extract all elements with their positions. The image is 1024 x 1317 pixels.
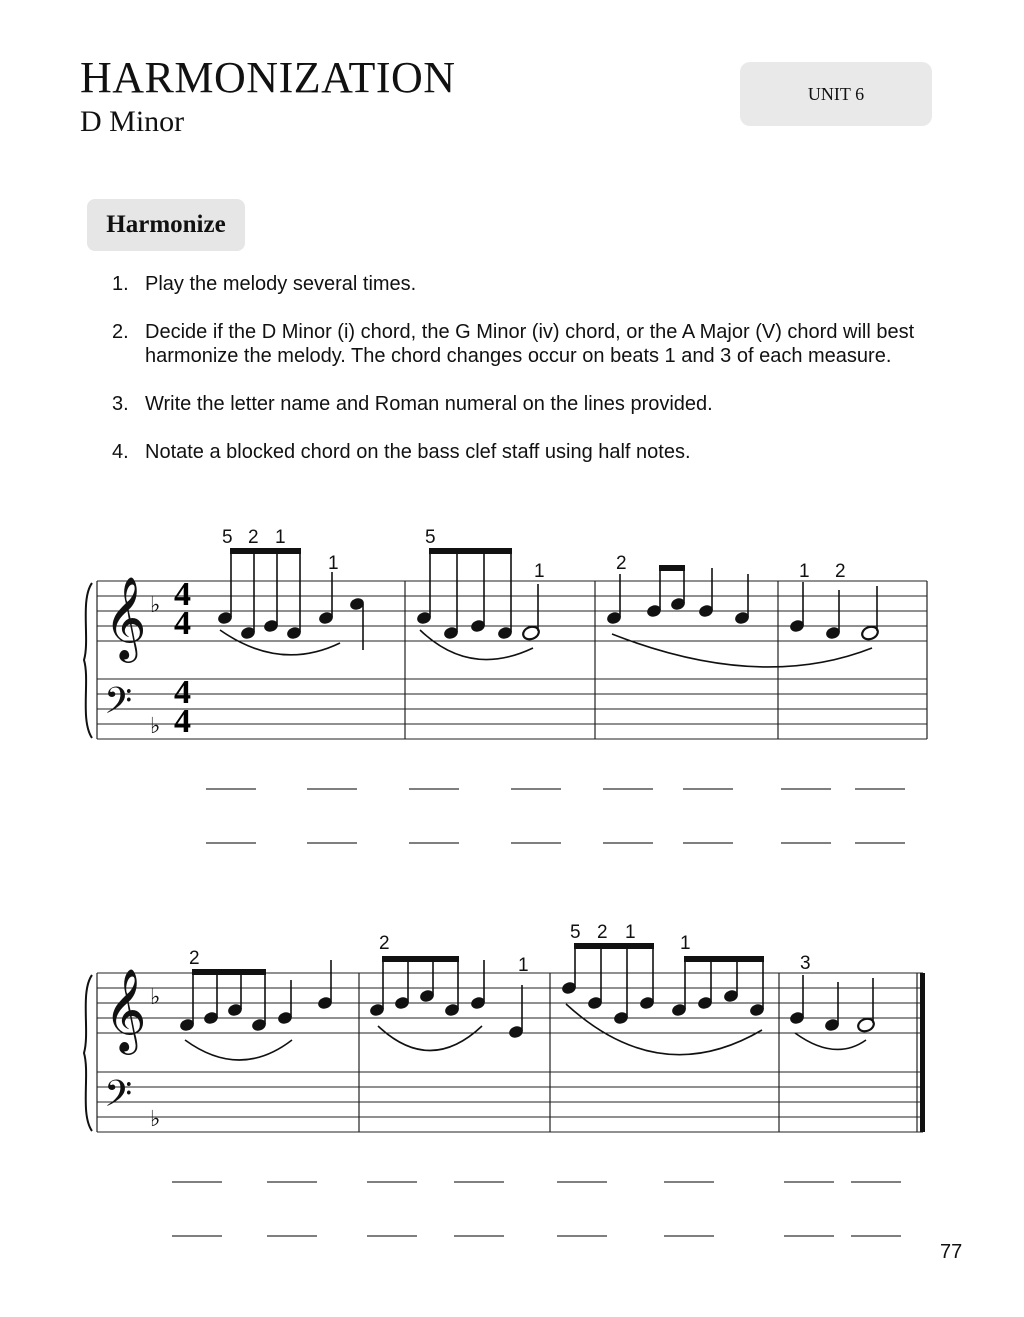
unit-badge: UNIT 6 [740,62,932,126]
fingering-label: 5 [222,527,233,548]
page-subtitle: D Minor [80,105,185,138]
system-1 [84,527,927,843]
fingering-label: 2 [835,561,846,582]
slur [420,630,533,660]
slur [795,1033,866,1049]
fingering-label: 5 [425,527,436,548]
fingering-label: 3 [800,953,811,974]
slur [220,630,340,655]
instruction-text: Decide if the D Minor (i) chord, the G Minor (iv) chord, or the A Major (V) chord will best harmonize the melody. The chord changes occur on beats 1 and 3 of each measure. [145,321,915,367]
flat-icon: ♭ [150,1107,161,1132]
fingering-label: 2 [379,933,390,954]
time-signature-bottom: 4 [174,703,191,740]
page-title: HARMONIZATION [80,53,456,102]
fingering-label: 1 [799,561,810,582]
measure-5 [179,948,334,1060]
beam [192,969,266,975]
beam [574,943,654,949]
instruction-number: 1. [112,273,129,295]
fingering-label: 2 [189,948,200,969]
final-barline-thick [920,973,925,1132]
fingering-label: 1 [680,933,691,954]
slur [566,1004,762,1055]
measure-4 [789,561,880,641]
beam [230,548,301,554]
time-signature-bottom: 4 [174,605,191,642]
treble-clef-icon: 𝄞 [104,967,147,1051]
beam [659,565,685,571]
measure-2 [416,527,545,660]
fingering-label: 1 [275,527,286,548]
instruction-number: 2. [112,321,129,343]
system-2 [84,922,925,1236]
beam [684,956,764,962]
instruction-text: Write the letter name and Roman numeral on the lines provided. [145,393,713,415]
instruction-number: 4. [112,441,129,463]
fingering-label: 2 [616,553,627,574]
fingering-label: 2 [597,922,608,943]
section-heading: Harmonize [87,199,245,251]
flat-icon: ♭ [150,593,161,618]
instruction-number: 3. [112,393,129,415]
slur [185,1040,292,1060]
time-signature-top: 4 [174,576,191,613]
instruction-text: Play the melody several times. [145,273,417,295]
page-number: 77 [940,1241,963,1263]
bass-staff [97,1072,923,1132]
beam [382,956,459,962]
treble-staff [97,973,923,1033]
time-signature-top: 4 [174,674,191,711]
fingering-label: 2 [248,527,259,548]
slur [612,634,872,667]
flat-icon: ♭ [150,714,161,739]
bass-clef-icon: 𝄢 [104,1073,133,1124]
grand-staff-brace [84,583,92,738]
measure-3 [606,553,751,626]
treble-clef-icon: 𝄞 [104,575,147,659]
fingering-label: 1 [625,922,636,943]
measure-1 [217,527,366,655]
flat-icon: ♭ [150,985,161,1010]
grand-staff-brace [84,975,92,1131]
measure-8 [789,953,876,1049]
bass-clef-icon: 𝄢 [104,680,133,731]
beam [429,548,512,554]
fingering-label: 1 [328,553,339,574]
bass-staff [97,679,927,739]
instruction-text: Notate a blocked chord on the bass clef staff using half notes. [145,441,691,463]
slur [378,1026,482,1051]
fingering-label: 5 [570,922,581,943]
fingering-label: 1 [518,955,529,976]
fingering-label: 1 [534,561,545,582]
